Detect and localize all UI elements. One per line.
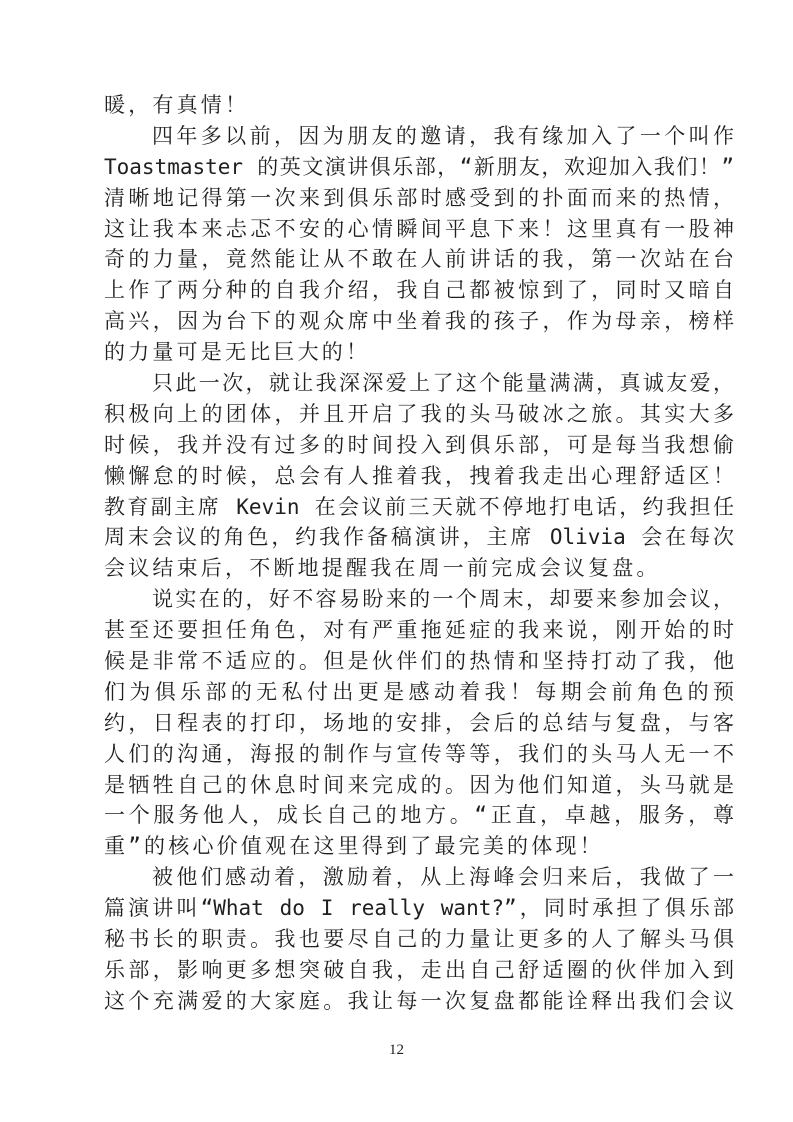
text-line: 四年多以前，因为朋友的邀请，我有缘加入了一个叫作 bbox=[152, 123, 734, 148]
text-line: 会议结束后，不断地提醒我在周一前完成会议复盘。 bbox=[104, 556, 661, 581]
text-line: 这个充满爱的大家庭。我让每一次复盘都能诠释出我们会议 bbox=[104, 988, 734, 1013]
text-line: 重”的核心价值观在这里得到了最完美的体现！ bbox=[104, 834, 604, 859]
text-line: 人们的沟通，海报的制作与宣传等等，我们的头马人无一不 bbox=[104, 741, 734, 766]
text-line: 周末会议的角色，约我作备稿演讲，主席 Olivia 会在每次 bbox=[104, 525, 734, 550]
text-line: 清晰地记得第一次来到俱乐部时感受到的扑面而来的热情， bbox=[104, 185, 734, 210]
text-line: 甚至还要担任角色，对有严重拖延症的我来说，刚开始的时 bbox=[104, 618, 734, 643]
text-line: 约，日程表的打印，场地的安排，会后的总结与复盘，与客 bbox=[104, 710, 734, 735]
text-line: 暖，有真情！ bbox=[104, 93, 250, 117]
text-line: 上作了两分种的自我介绍，我自己都被惊到了，同时又暗自 bbox=[104, 278, 734, 303]
body-text bbox=[104, 90, 734, 1017]
text-line: 奇的力量，竟然能让从不敢在人前讲话的我，第一次站在台 bbox=[104, 247, 734, 272]
page-number: 12 bbox=[389, 1042, 404, 1058]
text-line: 候是非常不适应的。但是伙伴们的热情和坚持打动了我，他 bbox=[104, 649, 734, 674]
text-line: 只此一次，就让我深深爱上了这个能量满满，真诚友爱， bbox=[152, 371, 734, 396]
text-line: 高兴，因为台下的观众席中坐着我的孩子，作为母亲，榜样 bbox=[104, 309, 734, 334]
text-line: 这让我本来忐忑不安的心情瞬间平息下来！这里真有一股神 bbox=[104, 216, 734, 241]
text-line: 时候，我并没有过多的时间投入到俱乐部，可是每当我想偷 bbox=[104, 432, 734, 457]
text-line: 说实在的，好不容易盼来的一个周末，却要来参加会议， bbox=[152, 587, 734, 612]
text-line: 积极向上的团体，并且开启了我的头马破冰之旅。其实大多 bbox=[104, 401, 734, 426]
text-line: 一个服务他人，成长自己的地方。“正直，卓越，服务，尊 bbox=[104, 803, 734, 828]
text-line: 被他们感动着，激励着，从上海峰会归来后，我做了一 bbox=[152, 865, 734, 890]
text-line: 乐部，影响更多想突破自我，走出自己舒适圈的伙伴加入到 bbox=[104, 957, 734, 982]
text-line: 们为俱乐部的无私付出更是感动着我！每期会前角色的预 bbox=[104, 679, 734, 704]
text-line: 是牺牲自己的休息时间来完成的。因为他们知道，头马就是 bbox=[104, 772, 734, 797]
text-line: Toastmaster 的英文演讲俱乐部，“新朋友，欢迎加入我们！” bbox=[104, 154, 734, 179]
text-line: 篇演讲叫“What do I really want?”，同时承担了俱乐部 bbox=[104, 896, 734, 921]
text-line: 秘书长的职责。我也要尽自己的力量让更多的人了解头马俱 bbox=[104, 927, 734, 952]
text-line: 教育副主席 Kevin 在会议前三天就不停地打电话，约我担任 bbox=[104, 494, 734, 519]
text-line: 懒懈怠的时候，总会有人推着我，拽着我走出心理舒适区！ bbox=[104, 463, 734, 488]
text-line: 的力量可是无比巨大的！ bbox=[104, 340, 371, 365]
